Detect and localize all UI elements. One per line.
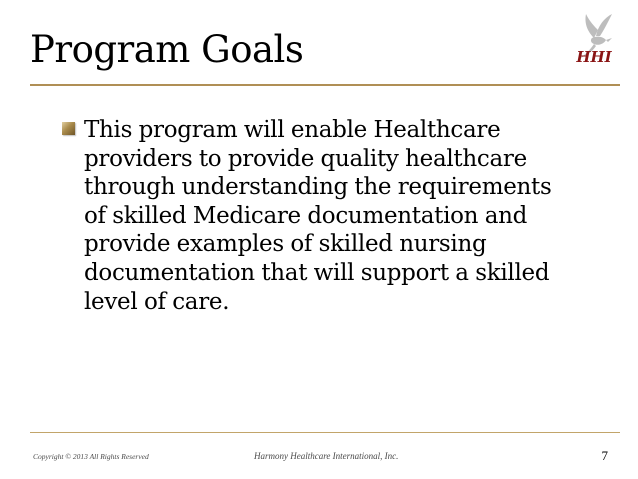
footer-copyright: Copyright © 2013 All Rights Reserved [33,452,149,461]
header-divider [30,84,620,86]
footer-company: Harmony Healthcare International, Inc. [254,451,399,461]
bullet-square-icon [62,122,75,135]
page-number: 7 [601,448,608,463]
footer-divider [30,432,620,433]
slide-title: Program Goals [30,28,304,71]
bullet-text: This program will enable Healthcare providers to provide quality healthcare through understanding the requirements of skilled Medicare documentation and provide examples of skilled nursing documentation that will support a skilled level of care. [84,117,552,315]
logo-text: HHI [576,48,612,66]
dove-logo-icon [568,8,624,74]
